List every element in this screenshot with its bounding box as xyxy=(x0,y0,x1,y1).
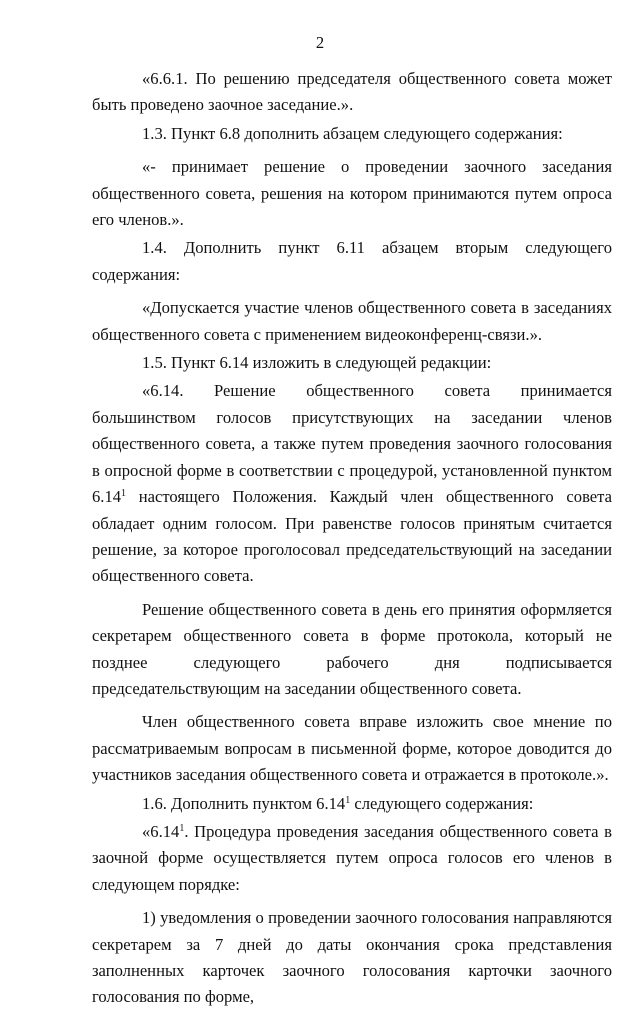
paragraph-1-3: 1.3. Пункт 6.8 дополнить абзацем следующего содержания: xyxy=(142,123,563,143)
paragraph-member-opinion: Член общественного совета вправе изложить свое мнение по рассматриваемым вопросам в письменной форме, которое доводится до участников заседания общественного совета и отражается в протоколе.». xyxy=(92,712,612,785)
superscript-one: 1 xyxy=(345,794,351,806)
paragraph-6-14-1 xyxy=(92,819,612,898)
paragraph-decision-protocol: Решение общественного совета в день его принятия оформляется секретарем общественного совета в форме протокола, который не позднее следующего рабочего дня подписывается председательствующим на заседании общественного совета. xyxy=(92,599,612,698)
paragraph-6-14-1-part-a: «6.14 xyxy=(142,821,180,841)
paragraph-6-14-1-part-b: . Процедура проведения заседания общественного совета в заочной форме осуществляется путем опроса голосов его членов в следующем порядке: xyxy=(92,821,612,894)
paragraph-6-14-part-a: «6.14. Решение общественного совета принимается большинством голосов присутствующих на заседании членов общественного совета, а также путем проведения заочного голосования в опросной форме в соответствии с процедурой, установленной пунктом 6.14 xyxy=(92,381,612,507)
paragraph-6-14-part-b: настоящего Положения. Каждый член общественного совета обладает одним голосом. При равенстве голосов принятым считается решение, за которое проголосовал председательствующий на заседании общественного совета. xyxy=(92,487,612,586)
superscript-one: 1 xyxy=(179,822,185,834)
paragraph-1-3-quote: «- принимает решение о проведении заочного заседания общественного совета, решения на котором принимаются путем опроса его членов.». xyxy=(92,157,612,230)
paragraph-item-1: 1) уведомления о проведении заочного голосования направляются секретарем за 7 дней до даты окончания срока представления заполненных карточек заочного голосования карточки заочного голосования по форме, xyxy=(92,908,612,1007)
paragraph-1-6-part-b: следующего содержания: xyxy=(350,793,534,813)
superscript-one: 1 xyxy=(121,488,127,500)
paragraph-1-6-part-a: 1.6. Дополнить пунктом 6.14 xyxy=(142,793,346,813)
paragraph-1-4: 1.4. Дополнить пункт 6.11 абзацем вторым следующего содержания: xyxy=(92,238,612,284)
document-body xyxy=(92,66,612,1011)
paragraph-6-14 xyxy=(92,378,612,589)
page-number: 2 xyxy=(315,33,325,52)
paragraph-6-6-1: «6.6.1. По решению председателя общественного совета может быть проведено заочное заседание.». xyxy=(92,69,612,115)
paragraph-1-6 xyxy=(92,791,612,817)
paragraph-1-4-quote: «Допускается участие членов общественного совета в заседаниях общественного совета с применением видеоконференц-связи.». xyxy=(92,298,612,344)
paragraph-1-5: 1.5. Пункт 6.14 изложить в следующей редакции: xyxy=(142,353,492,373)
